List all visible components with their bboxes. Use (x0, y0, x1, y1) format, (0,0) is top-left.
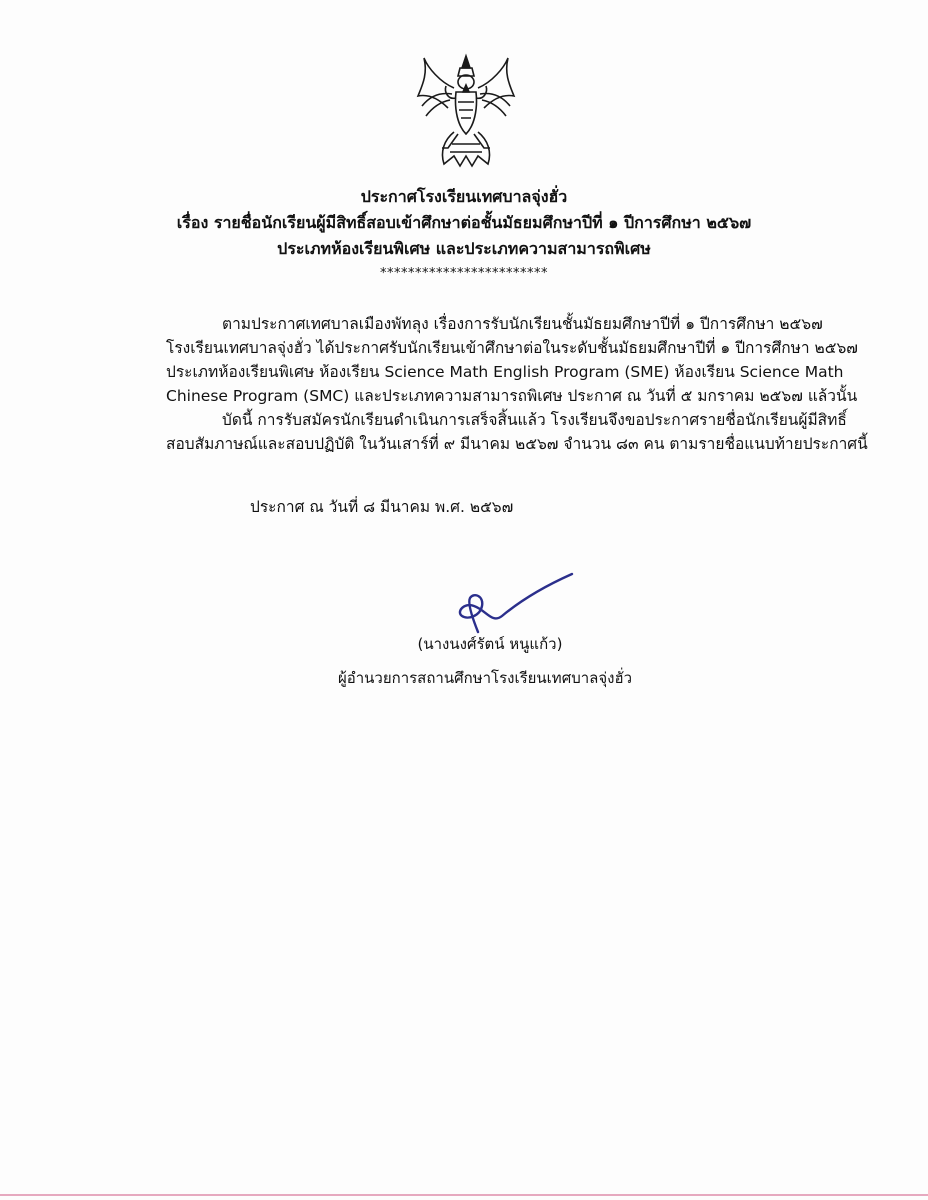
body-line: บัดนี้ การรับสมัครนักเรียนดำเนินการเสร็จสิ้นแล้ว โรงเรียนจึงขอประกาศรายชื่อนักเรียนผู้มีสิทธิ์ (222, 411, 847, 429)
handwritten-signature-icon (440, 572, 575, 634)
announcement-header (0, 184, 928, 262)
page-bottom-edge (0, 1194, 928, 1196)
announcement-date: ประกาศ ณ วันที่ ๘ มีนาคม พ.ศ. ๒๕๖๗ (250, 498, 514, 516)
garuda-emblem-icon (414, 52, 518, 170)
announcement-subtitle: ประเภทห้องเรียนพิเศษ และประเภทความสามารถพิเศษ (277, 239, 651, 258)
separator-line: ************************ (380, 266, 548, 281)
announcement-title: ประกาศโรงเรียนเทศบาลจุ่งฮั่ว (360, 187, 568, 206)
body-line: สอบสัมภาษณ์และสอบปฏิบัติ ในวันเสาร์ที่ ๙ มีนาคม ๒๕๖๗ จำนวน ๘๓ คน ตามรายชื่อแนบท้ายประกาศนี้ (166, 435, 868, 453)
body-paragraph (166, 312, 868, 456)
body-line: Chinese Program (SMC) และประเภทความสามารถพิเศษ ประกาศ ณ วันที่ ๕ มกราคม ๒๕๖๗ แล้วนั้น (166, 387, 858, 405)
body-line: ตามประกาศเทศบาลเมืองพัทลุง เรื่องการรับนักเรียนชั้นมัธยมศึกษาปีที่ ๑ ปีการศึกษา ๒๕๖๗ (222, 315, 823, 333)
body-line: ประเภทห้องเรียนพิเศษ ห้องเรียน Science Math English Program (SME) ห้องเรียน Science Math (166, 363, 844, 381)
signatory-position: ผู้อำนวยการสถานศึกษาโรงเรียนเทศบาลจุ่งฮั่ว (337, 669, 633, 687)
announcement-subject: เรื่อง รายชื่อนักเรียนผู้มีสิทธิ์สอบเข้าศึกษาต่อชั้นมัธยมศึกษาปีที่ ๑ ปีการศึกษา ๒๕๖๗ (176, 213, 752, 232)
body-line: โรงเรียนเทศบาลจุ่งฮั่ว ได้ประกาศรับนักเรียนเข้าศึกษาต่อในระดับชั้นมัธยมศึกษาปีที่ ๑ ปีการศึกษา ๒๕๖๗ (166, 339, 858, 357)
signatory-name: (นางนงศ์รัตน์ หนูแก้ว) (417, 635, 563, 653)
